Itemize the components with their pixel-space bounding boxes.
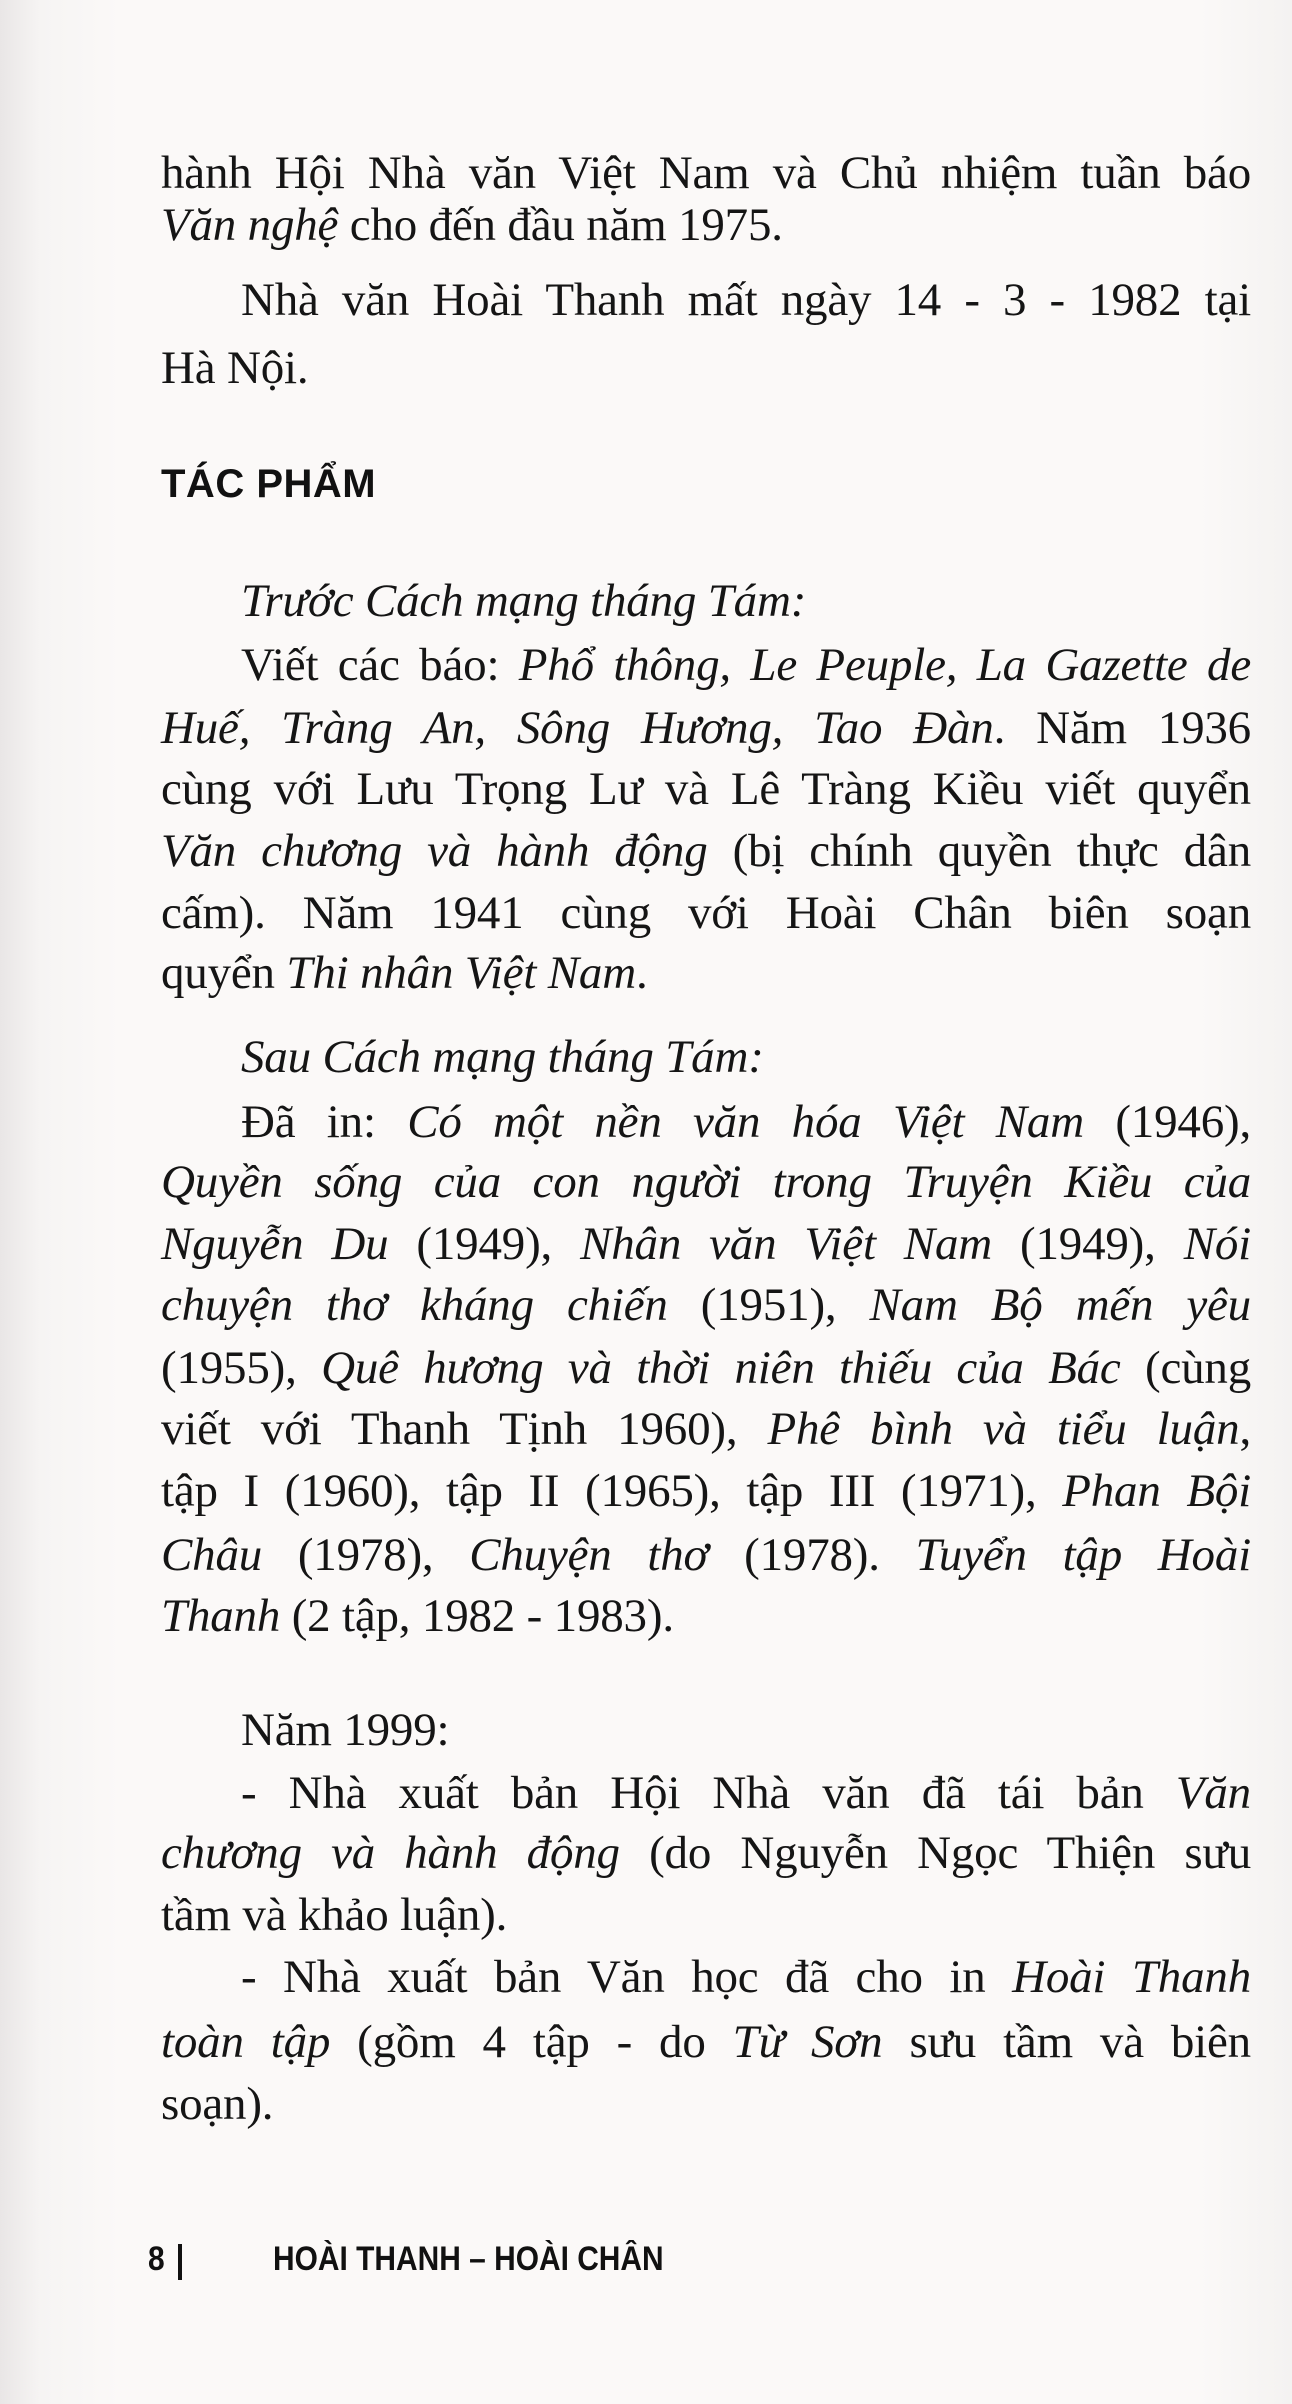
italic-title-text: Văn chương và hành động (161, 825, 708, 877)
italic-title-text: Chuyện thơ (469, 1529, 709, 1581)
italic-title-text: Nhân văn Việt Nam (580, 1218, 993, 1270)
italic-title-text: Nguyễn Du (161, 1218, 389, 1270)
text-segment: (1978), (262, 1529, 470, 1581)
italic-title-text: Từ Sơn (732, 2016, 883, 2068)
text-segment: cùng với Lưu Trọng Lư và Lê Tràng Kiều viết quyển (161, 763, 1251, 815)
text-segment: soạn). (161, 2078, 274, 2130)
text-line (241, 269, 1251, 331)
italic-title-text: Phổ thông, Le Peuple, La Gazette de (518, 639, 1251, 691)
text-segment: . (635, 947, 648, 999)
text-segment: Viết các báo: (241, 639, 519, 691)
text-segment: (do Nguyễn Ngọc Thiện sưu (619, 1827, 1251, 1879)
text-segment: (2 tập, 1982 - 1983). (280, 1590, 674, 1642)
text-line (161, 337, 1251, 399)
italic-title-text: chương và hành động (161, 1827, 620, 1879)
text-segment: . Năm 1936 (993, 702, 1251, 754)
text-line (161, 2011, 1251, 2073)
italic-title-text: Sau Cách mạng tháng Tám: (241, 1031, 764, 1083)
italic-title-text: Phê bình và tiểu luận (767, 1403, 1240, 1455)
italic-title-text: Quyền sống của con người trong Truyện Kiều của (161, 1156, 1251, 1208)
text-segment: (1949), (992, 1218, 1184, 1270)
text-line (161, 1460, 1251, 1522)
text-segment: tầm và khảo luận). (161, 1889, 508, 1941)
italic-title-text: Hoài Thanh (1012, 1951, 1251, 2003)
text-segment: Nhà văn Hoài Thanh mất ngày 14 - 3 - 1982 tại (241, 274, 1251, 326)
footer-divider (178, 2244, 182, 2280)
text-line (241, 634, 1251, 696)
text-line (161, 1884, 1251, 1946)
text-segment: (1949), (388, 1218, 581, 1270)
italic-title-text: Phan Bội (1062, 1465, 1251, 1517)
text-line (161, 1274, 1251, 1336)
italic-title-text: Nói (1183, 1218, 1251, 1270)
text-line (241, 1762, 1251, 1824)
text-segment: , (1239, 1403, 1252, 1455)
text-segment: (1951), (667, 1279, 870, 1331)
italic-title-text: toàn tập (161, 2016, 331, 2068)
italic-title-text: chuyện thơ kháng chiến (161, 1279, 668, 1331)
text-line (161, 1585, 1251, 1647)
text-segment: (1946), (1083, 1096, 1251, 1148)
text-segment: viết với Thanh Tịnh 1960), (161, 1403, 768, 1455)
text-line (161, 1213, 1251, 1275)
text-line (161, 1524, 1251, 1586)
text-line (161, 942, 1251, 1004)
text-segment: cấm). Năm 1941 cùng với Hoài Chân biên soạn (161, 887, 1251, 939)
page-number: 8 (148, 2240, 165, 2278)
text-line (161, 882, 1251, 944)
section-heading: TÁC PHẨM (161, 462, 377, 506)
text-segment: quyển (161, 947, 287, 999)
text-segment: - Nhà xuất bản Văn học đã cho in (241, 1951, 1013, 2003)
text-line (161, 1822, 1251, 1884)
text-segment: (cùng (1120, 1342, 1252, 1394)
text-segment: tập I (1960), tập II (1965), tập III (1971), (161, 1465, 1063, 1517)
text-segment: (bị chính quyền thực dân (707, 825, 1251, 877)
italic-title-text: Huế, Tràng An, Sông Hương, Tao Đàn (161, 702, 994, 754)
italic-title-text: Văn nghệ (161, 199, 339, 251)
text-line (161, 2073, 1251, 2135)
text-line (241, 1026, 1251, 1088)
italic-title-text: Nam Bộ mến yêu (869, 1279, 1251, 1331)
italic-title-text: Có một nền văn hóa Việt Nam (407, 1096, 1084, 1148)
text-segment: Đã in: (241, 1096, 408, 1148)
text-line (161, 1151, 1251, 1213)
text-line (241, 1091, 1251, 1153)
text-segment: hành Hội Nhà văn Việt Nam và Chủ nhiệm tuần báo (161, 147, 1251, 199)
text-segment: (gồm 4 tập - do (330, 2016, 733, 2068)
running-title: HOÀI THANH – HOÀI CHÂN (273, 2240, 664, 2278)
italic-title-text: Thanh (161, 1590, 281, 1642)
italic-title-text: Văn (1175, 1767, 1251, 1819)
text-segment: sưu tầm và biên (882, 2016, 1251, 2068)
text-line (161, 820, 1251, 882)
italic-title-text: Quê hương và thời niên thiếu của Bác (321, 1342, 1121, 1394)
text-segment: - Nhà xuất bản Hội Nhà văn đã tái bản (241, 1767, 1176, 1819)
text-segment: (1978). (708, 1529, 916, 1581)
text-line (161, 1337, 1251, 1399)
text-line (161, 758, 1251, 820)
text-line (241, 1946, 1251, 2008)
text-line (241, 570, 1251, 632)
text-segment: cho đến đầu năm 1975. (338, 199, 783, 251)
text-line (161, 194, 1251, 256)
text-line (161, 1398, 1251, 1460)
text-segment: Năm 1999: (241, 1704, 450, 1756)
text-line (161, 697, 1251, 759)
italic-title-text: Thi nhân Việt Nam (286, 947, 636, 999)
italic-title-text: Châu (161, 1529, 263, 1581)
text-line (241, 1699, 1251, 1761)
italic-title-text: Trước Cách mạng tháng Tám: (241, 575, 807, 627)
italic-title-text: Tuyển tập Hoài (915, 1529, 1251, 1581)
text-segment: (1955), (161, 1342, 322, 1394)
text-segment: Hà Nội. (161, 342, 309, 394)
